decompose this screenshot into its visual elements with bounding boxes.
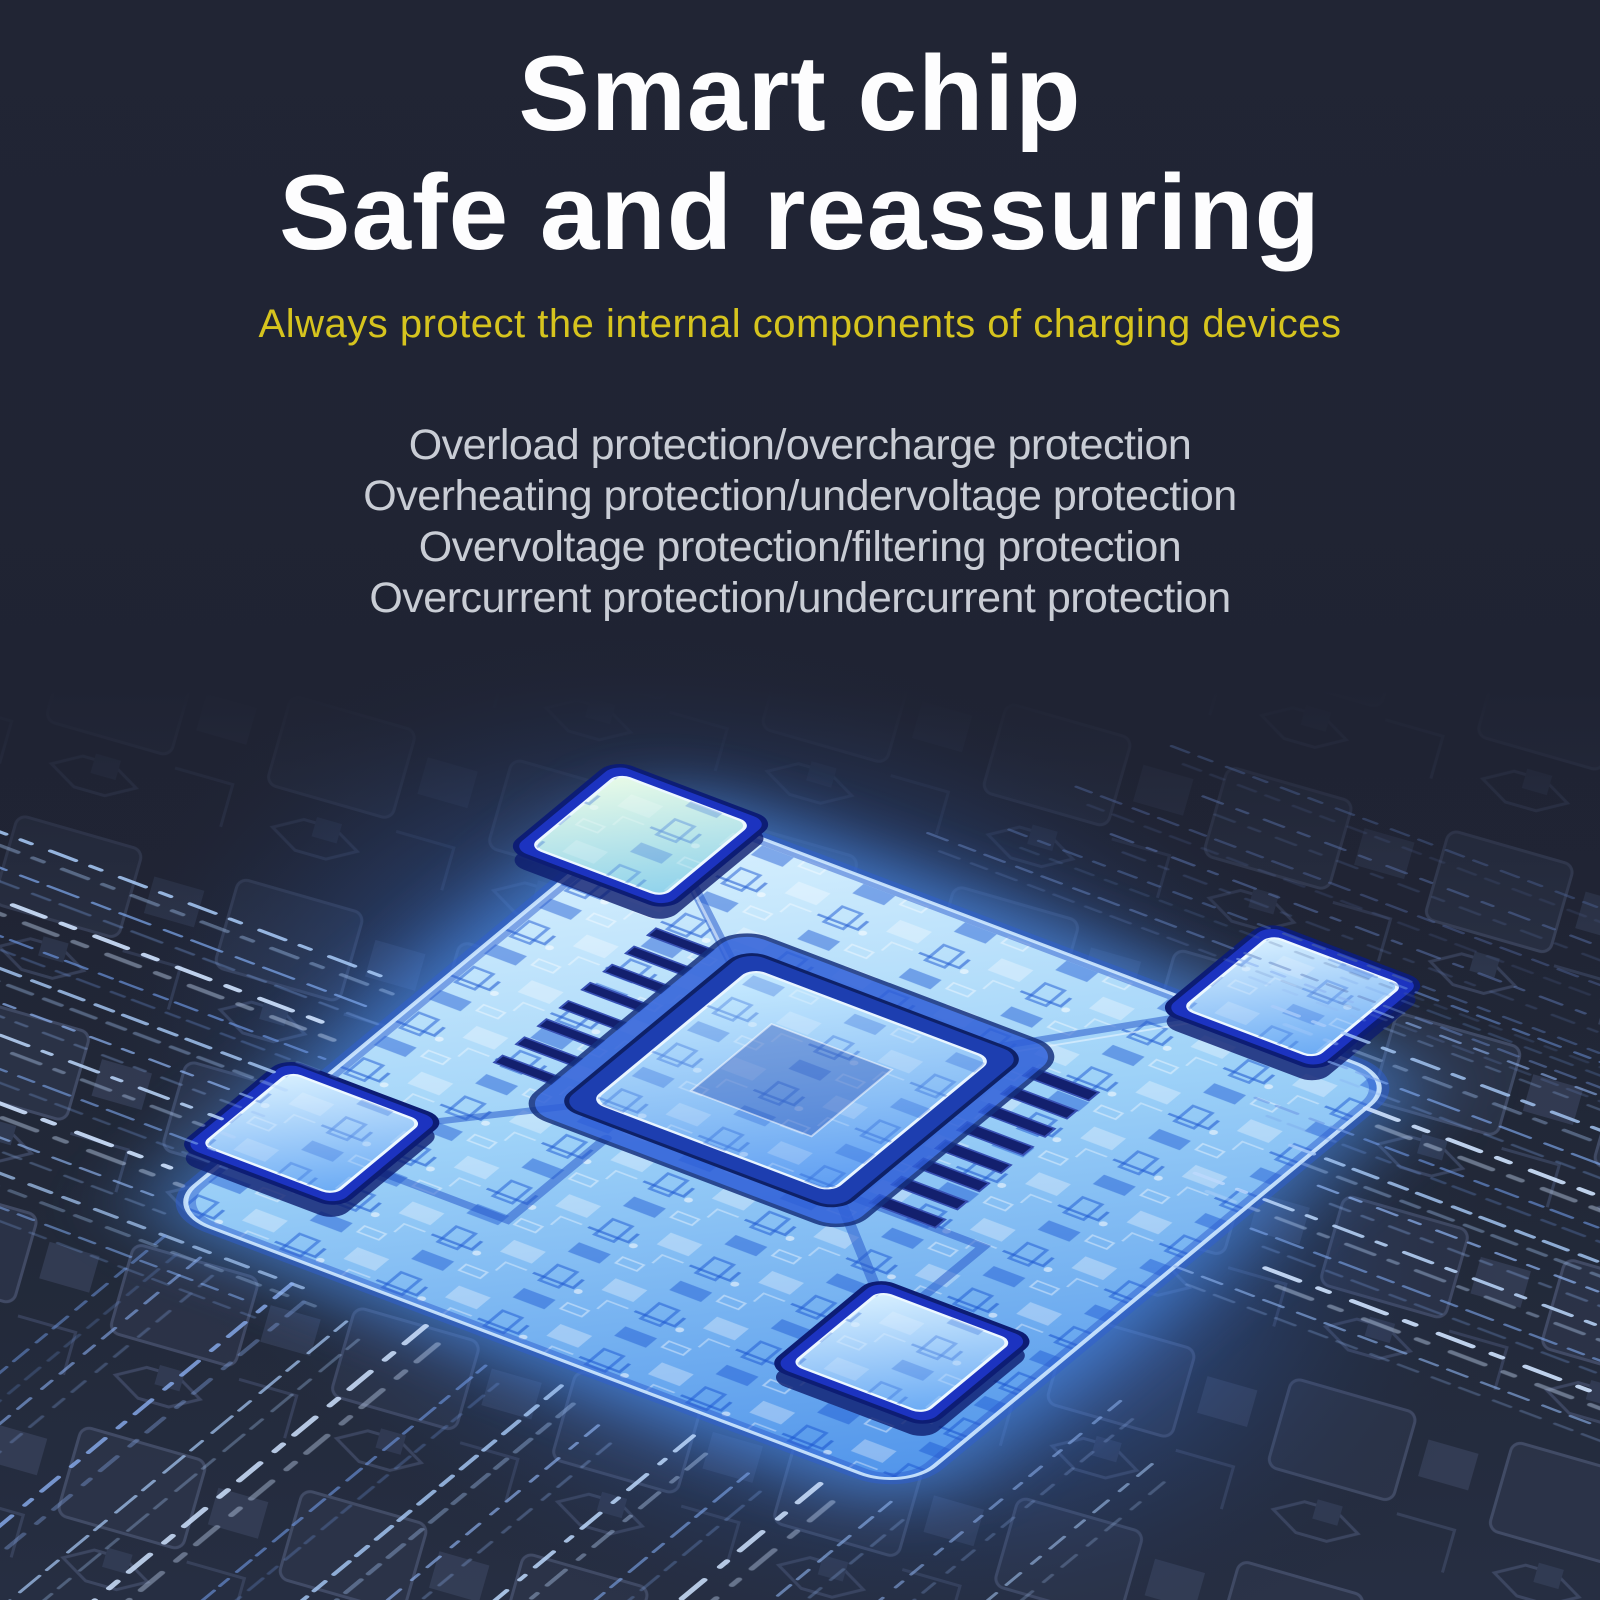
- title-line-1: Smart chip: [518, 33, 1082, 153]
- feature-line-1: Overload protection/overcharge protection: [408, 421, 1192, 469]
- header: [0, 34, 1600, 347]
- subtitle: Always protect the internal components of charging devices: [258, 301, 1342, 346]
- feature-line-4: Overcurrent protection/undercurrent protection: [369, 574, 1231, 622]
- feature-line-2: Overheating protection/undervoltage protection: [363, 472, 1237, 520]
- feature-list: [0, 420, 1600, 624]
- feature-line-3: Overvoltage protection/filtering protection: [418, 523, 1182, 571]
- title-line-2: Safe and reassuring: [279, 151, 1321, 272]
